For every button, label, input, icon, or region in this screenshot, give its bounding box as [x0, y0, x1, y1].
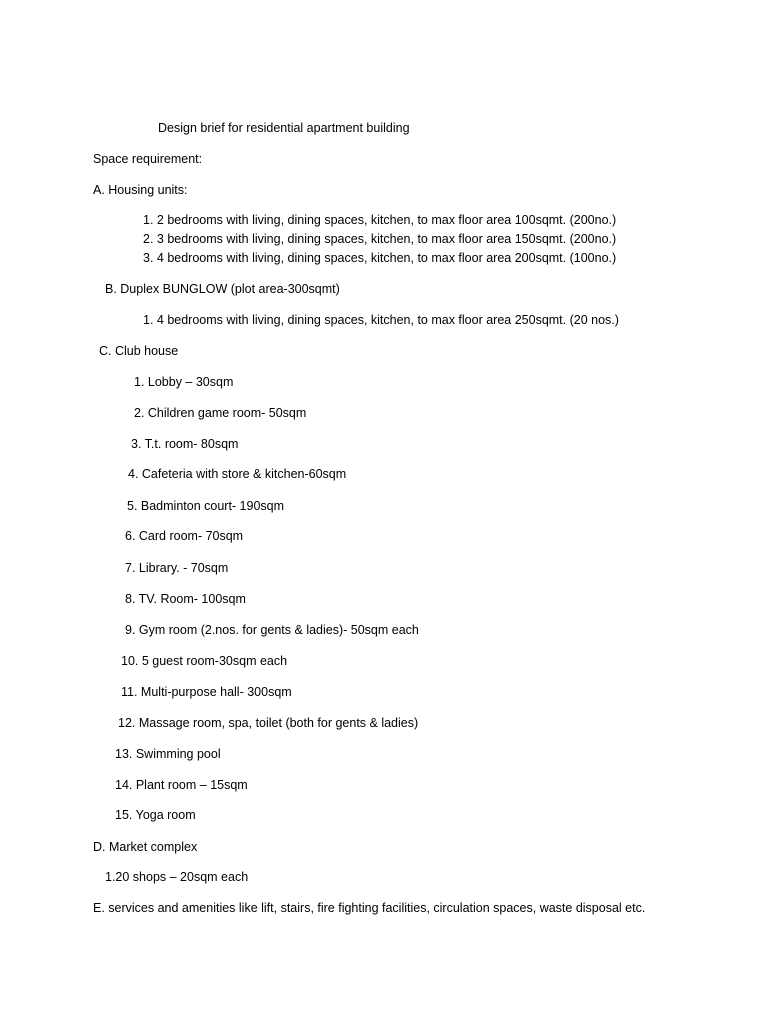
- section-a-heading: A. Housing units:: [93, 183, 188, 197]
- list-item: 9. Gym room (2.nos. for gents & ladies)- 50sqm each: [125, 623, 419, 637]
- document-title: Design brief for residential apartment building: [158, 121, 410, 135]
- list-item: 5. Badminton court- 190sqm: [127, 499, 285, 513]
- section-c-heading: C. Club house: [99, 344, 179, 358]
- list-item: 14. Plant room – 15sqm: [115, 778, 248, 792]
- list-item: 2. 3 bedrooms with living, dining spaces, kitchen, to max floor area 150sqmt. (200no.): [143, 232, 617, 246]
- list-item: 15. Yoga room: [115, 808, 196, 822]
- list-item: 8. TV. Room- 100sqm: [125, 592, 246, 606]
- list-item: 10. 5 guest room-30sqm each: [121, 654, 288, 668]
- section-e-text: E. services and amenities like lift, stairs, fire fighting facilities, circulation spaces, waste disposal etc.: [93, 901, 646, 915]
- list-item: 11. Multi-purpose hall- 300sqm: [121, 685, 292, 699]
- list-item: 4. Cafeteria with store & kitchen-60sqm: [128, 467, 347, 481]
- section-d-heading: D. Market complex: [93, 840, 198, 854]
- list-item: 1.20 shops – 20sqm each: [105, 870, 249, 884]
- list-item: 13. Swimming pool: [115, 747, 221, 761]
- list-item: 3. T.t. room- 80sqm: [131, 437, 239, 451]
- space-requirement-heading: Space requirement:: [93, 152, 203, 166]
- list-item: 3. 4 bedrooms with living, dining spaces, kitchen, to max floor area 200sqmt. (100no.): [143, 251, 617, 265]
- list-item: 1. 4 bedrooms with living, dining spaces, kitchen, to max floor area 250sqmt. (20 nos.): [143, 313, 619, 327]
- list-item: 1. Lobby – 30sqm: [134, 375, 234, 389]
- list-item: 12. Massage room, spa, toilet (both for gents & ladies): [118, 716, 419, 730]
- list-item: 1. 2 bedrooms with living, dining spaces, kitchen, to max floor area 100sqmt. (200no.): [143, 213, 617, 227]
- list-item: 6. Card room- 70sqm: [125, 529, 244, 543]
- section-b-heading: B. Duplex BUNGLOW (plot area-300sqmt): [105, 282, 340, 296]
- list-item: 2. Children game room- 50sqm: [134, 406, 307, 420]
- list-item: 7. Library. - 70sqm: [125, 561, 229, 575]
